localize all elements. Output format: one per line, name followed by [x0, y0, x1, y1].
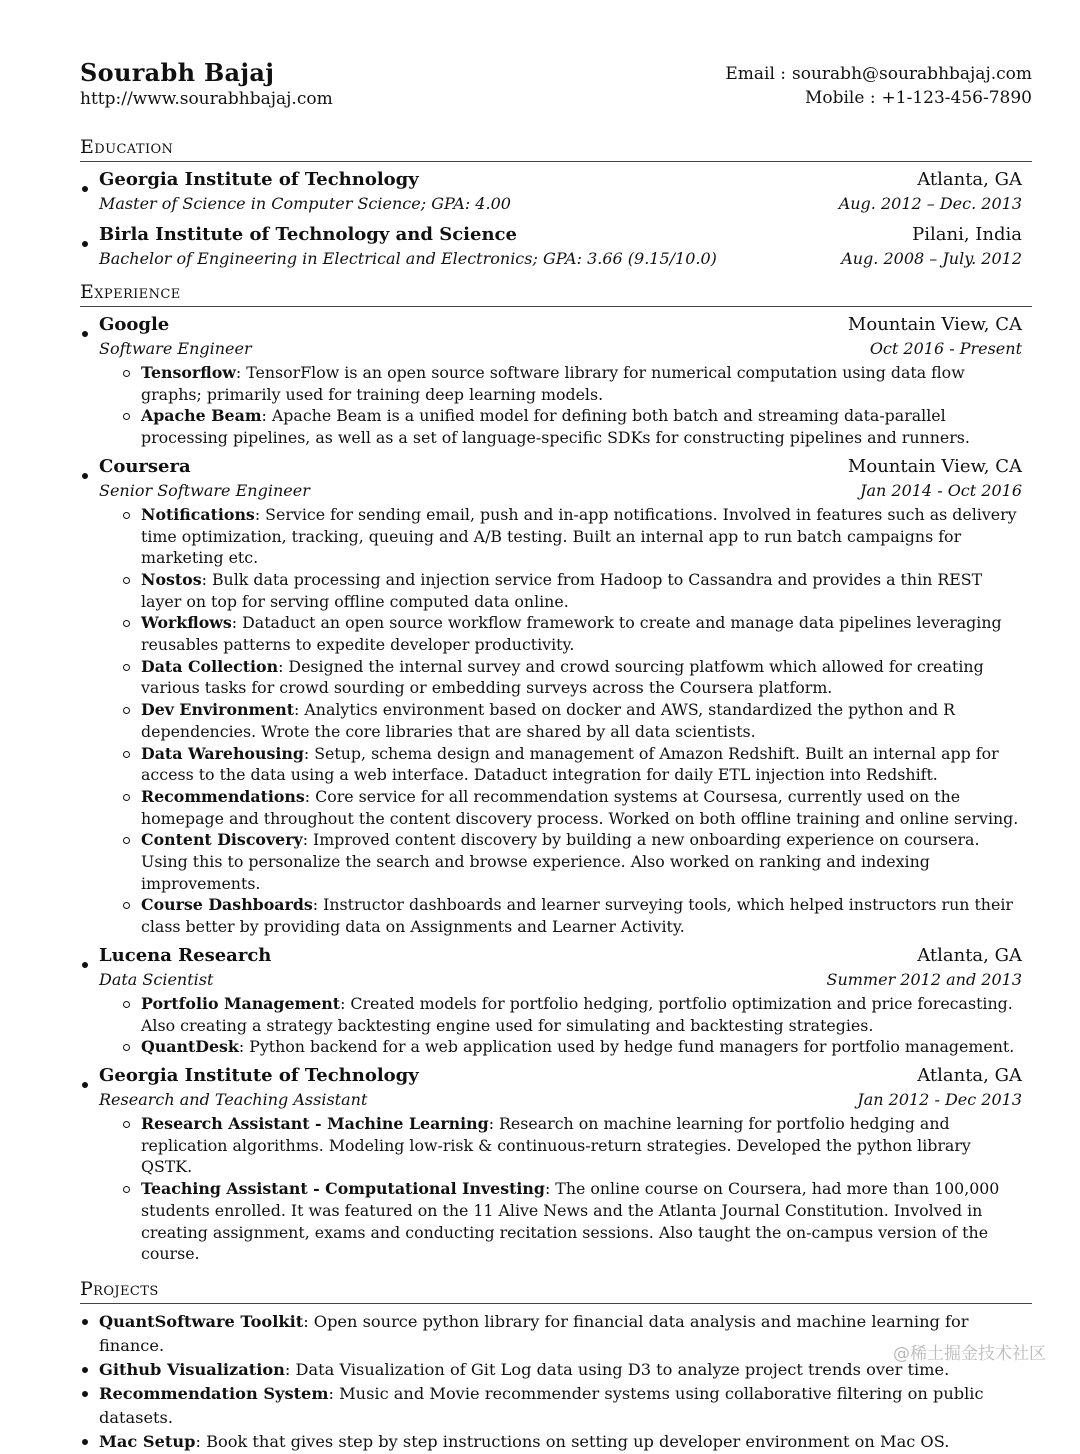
experience-heading: Experience: [80, 280, 1032, 307]
list-item: [122, 656, 1022, 699]
list-item: [122, 569, 1022, 612]
school-location: Pilani, India: [912, 224, 1022, 245]
degree: Bachelor of Engineering in Electrical and Electronics; GPA: 3.66 (9.15/10.0): [99, 249, 717, 268]
mobile-line: [725, 86, 1032, 110]
projects-list: [80, 1310, 1032, 1454]
item-heading: Portfolio Management: [141, 993, 341, 1013]
contact-info: [725, 58, 1032, 110]
project-description: : Music and Movie recommender systems using collaborative filtering on public datasets.: [99, 1383, 984, 1427]
item-heading: Recommendations: [141, 786, 305, 806]
item-text: : Python backend for a web application used by hedge fund managers for portfolio management.: [238, 1037, 1015, 1057]
email-line: [725, 62, 1032, 86]
item-text: : Service for sending email, push and in-app notifications. Involved in features such as delivery time optimization, tracking, queuing and A/B testing. Built an internal app to run batch campaigns for marketing etc.: [141, 504, 1017, 568]
item-text: : The online course on Coursera, had more than 100,000 students enrolled. It was featured on the 11 Alive News and the Atlanta Journal Constitution. Involved in creating assignment, exams and conducting recitation sessions. Also taught the on-campus version of the course.: [141, 1179, 1000, 1264]
job-title: Software Engineer: [99, 339, 252, 358]
job-title: Research and Teaching Assistant: [99, 1089, 368, 1109]
list-item: [122, 699, 1022, 742]
project-description: : Book that gives step by step instructions on setting up developer environment on Mac OS.: [195, 1431, 950, 1451]
item-heading: QuantDesk: [141, 1037, 239, 1057]
job-title: Senior Software Engineer: [99, 480, 310, 500]
list-item: [80, 1358, 1032, 1382]
projects-section: [80, 1277, 1032, 1454]
item-text: : Improved content discovery by building a new onboarding experience on coursera. Using this to personalize the search and browse experience. Also worked on ranking and indexing improvements.: [141, 830, 980, 893]
project-description: : Data Visualization of Git Log data using D3 to analyze project trends over time.: [284, 1359, 950, 1379]
item-heading: Data Warehousing: [141, 743, 304, 763]
item-heading: Teaching Assistant - Computational Investing: [141, 1179, 545, 1199]
education-dates: Aug. 2012 – Dec. 2013: [838, 194, 1022, 213]
company-name: Google: [99, 314, 170, 335]
responsibility-list: [99, 362, 1022, 449]
job-dates: Jan 2014 - Oct 2016: [860, 480, 1022, 500]
list-item: [122, 405, 1022, 448]
responsibility-list: [99, 1113, 1022, 1265]
education-heading: Education: [80, 135, 1032, 162]
resume-header: [80, 58, 1032, 111]
job-dates: Summer 2012 and 2013: [826, 969, 1022, 989]
company-name: Georgia Institute of Technology: [99, 1064, 419, 1086]
project-description: : Open source python library for financial data analysis and machine learning for finance.: [99, 1311, 969, 1355]
bullet-icon: [82, 473, 88, 479]
list-item: [80, 1382, 1032, 1430]
degree: Master of Science in Computer Science; GPA: 4.00: [99, 194, 511, 213]
list-item: [122, 1036, 1022, 1058]
list-item: [122, 612, 1022, 655]
responsibility-list: [99, 993, 1022, 1058]
list-item: [80, 1310, 1032, 1358]
item-text: : Bulk data processing and injection service from Hadoop to Cassandra and provides a thin REST layer on top for serving offline computed data online.: [141, 569, 983, 611]
project-name: Github Visualization: [99, 1359, 285, 1379]
item-text: : Created models for portfolio hedging, portfolio optimization and price forecasting. Also creating a strategy backtesting engine used for simulating and backtesting strategies.: [141, 993, 1013, 1035]
responsibility-list: [99, 504, 1022, 938]
company-name: Coursera: [99, 455, 191, 477]
list-item: [122, 1178, 1022, 1265]
experience-entry: [80, 1064, 1022, 1265]
item-text: : TensorFlow is an open source software library for numerical computation using data flow graphs; primarily used for training deep learning models.: [141, 363, 965, 404]
list-item: [122, 362, 1022, 405]
mobile-label: Mobile :: [804, 88, 876, 108]
item-heading: Course Dashboards: [141, 895, 313, 915]
mobile-number: +1-123-456-7890: [881, 88, 1032, 108]
experience-section: [80, 280, 1032, 1265]
item-heading: Content Discovery: [141, 830, 303, 850]
company-location: Atlanta, GA: [917, 944, 1022, 966]
project-name: Mac Setup: [99, 1431, 196, 1451]
list-item: [122, 743, 1022, 786]
project-name: Recommendation System: [99, 1383, 329, 1403]
experience-entry: [80, 313, 1022, 449]
education-section: [80, 135, 1032, 270]
list-item: [122, 829, 1022, 894]
list-item: [122, 993, 1022, 1036]
item-heading: Tensorflow: [141, 363, 236, 382]
item-heading: Workflows: [141, 613, 232, 633]
list-item: [122, 504, 1022, 569]
education-entry: [80, 223, 1022, 270]
experience-entry: [80, 944, 1022, 1058]
email-label: Email :: [725, 64, 787, 84]
list-item: [80, 1430, 1032, 1454]
resume-page: [80, 58, 1032, 1454]
project-name: QuantSoftware Toolkit: [99, 1311, 304, 1331]
projects-heading: Projects: [80, 1277, 1032, 1304]
bullet-icon: [82, 186, 88, 192]
company-location: Mountain View, CA: [847, 314, 1022, 335]
bullet-icon: [82, 241, 88, 247]
item-text: : Analytics environment based on docker and AWS, standardized the python and R dependencies. Wrote the core libraries that are shared by all data scientists.: [141, 700, 956, 741]
email-link[interactable]: sourabh@sourabhbajaj.com: [792, 64, 1032, 84]
item-text: : Core service for all recommendation systems at Coursesa, currently used on the homepage and throughout the content discovery process. Worked on both offline training and online serving.: [141, 786, 1019, 828]
item-text: : Dataduct an open source workflow framework to create and manage data pipelines leveraging reusables patterns to expedite developer productivity.: [141, 613, 1002, 655]
company-name: Lucena Research: [99, 944, 272, 966]
item-text: : Setup, schema design and management of Amazon Redshift. Built an internal app for access to the data using a web interface. Dataduct integration for daily ETL injection into Redshift.: [141, 743, 999, 785]
experience-entry: [80, 455, 1022, 938]
candidate-name: Sourabh Bajaj: [80, 58, 275, 87]
job-dates: Oct 2016 - Present: [869, 339, 1022, 358]
company-location: Atlanta, GA: [917, 1064, 1022, 1086]
school-name: Georgia Institute of Technology: [99, 169, 419, 190]
list-item: [122, 894, 1022, 937]
watermark: @稀土掘金技术社区: [893, 1344, 1046, 1364]
school-name: Birla Institute of Technology and Science: [99, 224, 517, 245]
item-text: : Instructor dashboards and learner surveying tools, which helped instructors run their class better by providing data on Assignments and Learner Activity.: [141, 895, 1013, 937]
item-heading: Nostos: [141, 569, 202, 589]
item-heading: Apache Beam: [141, 406, 262, 426]
job-dates: Jan 2012 - Dec 2013: [857, 1089, 1022, 1109]
item-heading: Research Assistant - Machine Learning: [141, 1113, 489, 1133]
company-location: Mountain View, CA: [847, 455, 1022, 477]
item-text: : Research on machine learning for portfolio hedging and replication algorithms. Modeling low-risk & continuous-return strategies. Developed the python library QSTK.: [141, 1113, 971, 1177]
item-heading: Data Collection: [141, 656, 279, 676]
list-item: [122, 1113, 1022, 1178]
personal-website-link[interactable]: http://www.sourabhbajaj.com: [80, 89, 333, 109]
education-entry: [80, 168, 1022, 215]
school-location: Atlanta, GA: [917, 169, 1022, 190]
education-dates: Aug. 2008 – July. 2012: [841, 249, 1022, 268]
item-text: : Designed the internal survey and crowd sourcing platfowm which allowed for creating various tasks for crowd sourding or embedding surveys across the Coursera platform.: [141, 656, 984, 698]
item-heading: Notifications: [141, 504, 255, 524]
item-text: : Apache Beam is a unified model for defining both batch and streaming data-parallel processing pipelines, as well as a set of language-specific SDKs for constructing pipelines and runners.: [141, 406, 970, 448]
list-item: [122, 786, 1022, 829]
bullet-icon: [82, 331, 88, 337]
item-heading: Dev Environment: [141, 700, 295, 720]
bullet-icon: [82, 962, 88, 968]
header-left: [80, 58, 333, 111]
bullet-icon: [82, 1082, 88, 1088]
job-title: Data Scientist: [99, 969, 214, 989]
